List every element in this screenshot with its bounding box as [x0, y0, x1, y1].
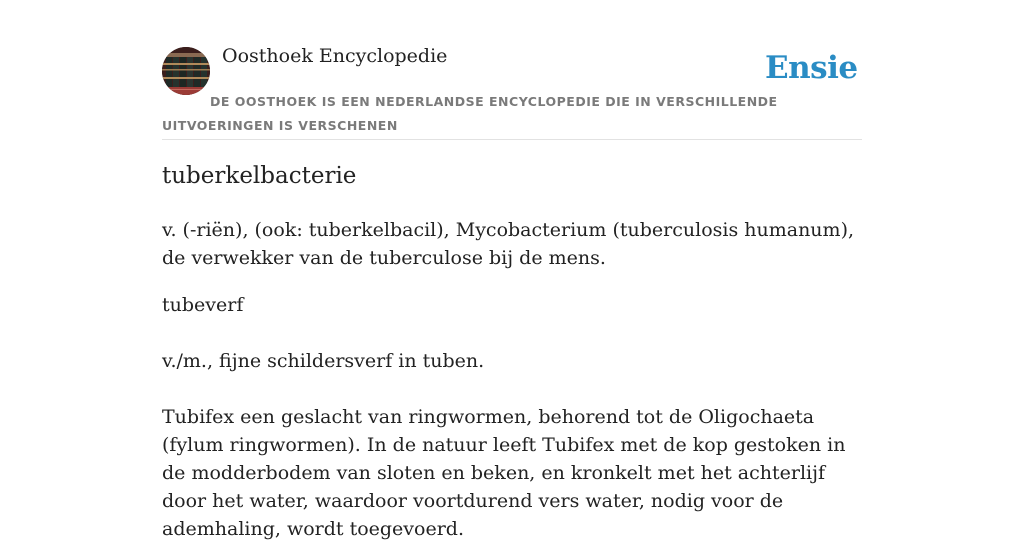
next-entry-title[interactable]: tubeverf: [162, 294, 244, 316]
entry-definition: v. (-riën), (ook: tuberkelbacil), Mycobacterium (tuberculosis humanum), de verwekker van de tuberculose bij de mens.: [162, 219, 855, 269]
entry-title: tuberkelbacterie: [162, 163, 357, 189]
encyclopedia-books-icon: [162, 47, 210, 95]
header-divider: [162, 139, 862, 140]
avatar[interactable]: [162, 47, 210, 95]
site-tagline: DE OOSTHOEK IS EEN NEDERLANDSE ENCYCLOPEDIE DIE IN VERSCHILLENDE UITVOERINGEN IS VERSCHENEN: [162, 94, 778, 133]
brand-logo[interactable]: Ensie: [765, 50, 858, 86]
next-entry-text: Tubifex een geslacht van ringwormen, behorend tot de Oligochaeta (fylum ringwormen). In de natuur leeft Tubifex met de kop gestoken in de modderbodem van sloten en beken, en kronkelt met het achterlijf door het water, waardoor voortdurend vers water, nodig voor de ademhaling, wordt toegevoerd.: [162, 406, 846, 540]
site-name[interactable]: Oosthoek Encyclopedie: [222, 45, 448, 67]
next-entry-definition: v./m., fijne schildersverf in tuben.: [162, 350, 485, 372]
entry-content: [162, 216, 862, 543]
